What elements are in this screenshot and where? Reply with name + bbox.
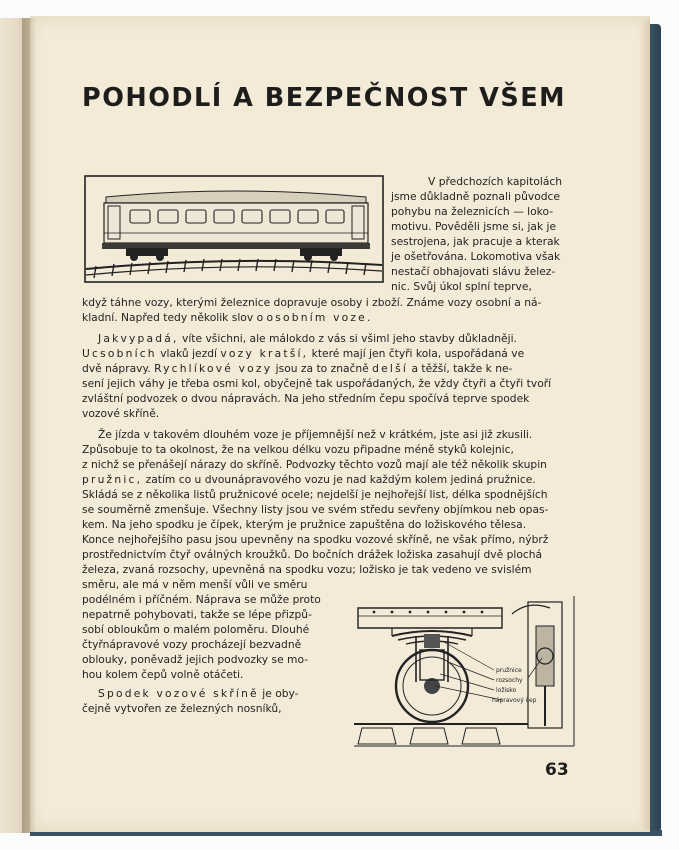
text-span: vlaků jezdí [160, 347, 217, 360]
text-line [98, 331, 517, 346]
spaced-text: vozy kratší, [220, 347, 309, 360]
spaced-text: Jakvypadá, [98, 332, 179, 345]
text-line: nepatrně pohybovati, takže se lépe přizpů- [82, 608, 312, 621]
text-line: se souměrně zmenšuje. Všechny listy jsou ve svém středu sevřeny objímkou neb opas- [82, 503, 549, 516]
label-axle-journal: nápravový čep [492, 697, 537, 704]
text-span: je oby- [262, 687, 299, 700]
text-line: jsme důkladně poznali původce [391, 190, 560, 203]
text-line: Že jízda v takovém dlouhém voze je příjemnější než v krátkém, jste asi již zkusili. [98, 428, 533, 441]
text-line: podélném i příčném. Náprava se může proto [82, 593, 321, 606]
text-line: čejně vytvořen ze železných nosníků, [82, 702, 282, 715]
text-line [82, 346, 524, 361]
text-line: kem. Na jeho spodku je čípek, kterým je pružnice zapuštěna do ložiskového tělesa. [82, 518, 527, 531]
spaced-text: pružnic, [82, 473, 143, 486]
spaced-text: Rychlíkové vozy [154, 362, 273, 375]
text-line: sení jejich váhy je třeba osmi kol, obyčejně tak uspořádaných, že vždy čtyři a čtyři tvoří [82, 377, 552, 390]
label-spring: pružnice [496, 667, 522, 674]
text-line: nic. Svůj úkol splní teprve, [391, 280, 532, 293]
text-line [98, 686, 299, 701]
suspension-illustration [352, 596, 582, 756]
text-span: kladní. Napřed tedy několik slov o [82, 311, 264, 324]
text-line: je ošetřována. Lokomotiva však [391, 250, 561, 263]
text-line: nestačí obhajovati slávu želez- [391, 265, 556, 278]
text-span: které mají jen čtyři kola, uspořádaná ve [311, 347, 525, 360]
text-span: víte všichni, ale málokdo z vás si všiml jeho stavby důkladněji. [182, 332, 517, 345]
text-span: a těžší, takže k ne- [411, 362, 513, 375]
label-guides: rozsochy [496, 677, 523, 684]
text-line: pohybu na železnicích — loko- [391, 205, 554, 218]
page-number: 63 [545, 760, 569, 780]
text-line: Konce nejhořejšího pasu jsou upevněny na spodku vozové skříně, ne však přímo, nýbrž [82, 533, 549, 546]
spine-shadow [22, 18, 36, 833]
text-line: zvláštní podvozek o dvou nápravách. Na jeho středním čepu spočívá teprve spodek [82, 392, 530, 405]
text-line: oblouky, poněvadž jejich podvozky se mo- [82, 653, 309, 666]
text-line: prostřednictvím čtyř oválných kroužků. Do bočních drážek ložiska zasahují dvě plochá [82, 548, 543, 561]
label-bearing: ložisko [496, 687, 517, 694]
text-line: železa, zvaná rozsochy, upevněná na spodku vozu; ložisko je tak vedeno ve svislém [82, 563, 532, 576]
text-span: zatím co u dvounápravového vozu je nad každým kolem jediná pružnice. [145, 473, 536, 486]
text-line: čtyřnápravové vozy procházejí bezvadně [82, 638, 302, 651]
text-line: směru, ale má v něm menší vůli ve směru [82, 578, 308, 591]
passenger-car-illustration [84, 175, 384, 283]
text-line: Skládá se z několika listů pružnicové ocele; nejdelší je nejhořejší list, délka spodnějších [82, 488, 548, 501]
spaced-text: Spodek vozové skříně [98, 687, 259, 700]
chapter-title: POHODLÍ A BEZPEČNOST VŠEM [82, 83, 566, 113]
text-line: když táhne vozy, kterými železnice dopravuje osoby i zboží. Známe vozy osobní a ná- [82, 296, 542, 309]
text-line: sestrojena, jak pracuje a kterak [391, 235, 560, 248]
spaced-text: delší [372, 362, 409, 375]
spaced-text: osobním voze. [266, 311, 373, 324]
text-line: Způsobuje to ta okolnost, že na velkou délku vozu připadne méně styků kolejnic, [82, 443, 514, 456]
text-line: sobí obloukům o malém poloměru. Dlouhé [82, 623, 310, 636]
text-line: hou kolem čepů volně otáčeti. [82, 668, 244, 681]
spaced-text: Ucsobních [82, 347, 157, 360]
text-line: z nichž se přenášejí nárazy do skříně. Podvozky těchto vozů mají ale též několik skupin [82, 458, 547, 471]
text-line [82, 310, 373, 325]
text-line: vozové skříně. [82, 407, 160, 420]
text-line: V předchozích kapitolách [428, 175, 563, 188]
text-span: dvě nápravy. [82, 362, 151, 375]
text-line: motivu. Pověděli jsme si, jak je [391, 220, 557, 233]
text-line [82, 361, 512, 376]
page-stack-edge [640, 20, 650, 830]
text-line [82, 472, 536, 487]
text-span: jsou za to značně [275, 362, 369, 375]
